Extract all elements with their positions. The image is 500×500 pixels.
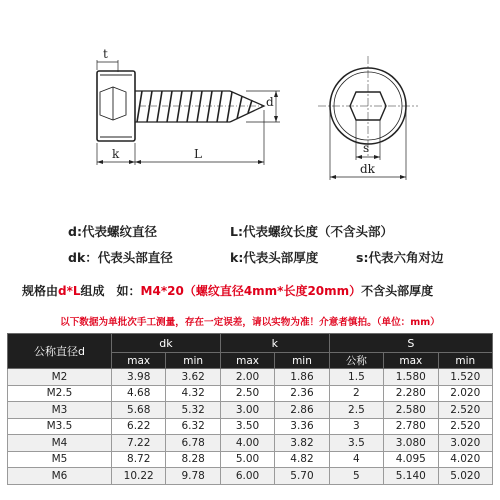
table-cell: 5 — [329, 468, 383, 485]
label-dk: dk — [360, 162, 375, 176]
table-cell: M5 — [8, 451, 112, 468]
legend-L: L:代表螺纹长度（不含头部） — [230, 224, 393, 239]
header-s: S — [329, 334, 492, 353]
table-cell: 2 — [329, 385, 383, 402]
label-d: d — [266, 95, 274, 109]
screw-shank-side-view — [135, 91, 264, 122]
table-cell: M2.5 — [8, 385, 112, 402]
table-cell: 2.580 — [384, 402, 438, 419]
table-cell: 5.68 — [112, 402, 166, 419]
subheader-s-nominal: 公称 — [329, 353, 383, 369]
subheader-s-max: max — [384, 353, 438, 369]
table-cell: 6.32 — [166, 418, 220, 435]
table-cell: 1.520 — [438, 369, 492, 386]
legend-k: k:代表头部厚度 — [230, 250, 319, 265]
table-cell: 1.86 — [275, 369, 329, 386]
table-row — [8, 451, 493, 468]
table-row — [8, 418, 493, 435]
subheader-dk-max: max — [112, 353, 166, 369]
table-cell: 3 — [329, 418, 383, 435]
subheader-k-min: min — [275, 353, 329, 369]
table-cell: 2.780 — [384, 418, 438, 435]
table-cell: 3.50 — [220, 418, 274, 435]
legend-dk: dk：代表头部直径 — [68, 250, 173, 265]
table-cell: 4.68 — [112, 385, 166, 402]
spec-prefix: 规格由 — [22, 284, 59, 298]
subheader-k-max: max — [220, 353, 274, 369]
table-cell: 2.280 — [384, 385, 438, 402]
table-cell: 5.020 — [438, 468, 492, 485]
label-L: L — [194, 147, 202, 161]
dimension-table — [7, 333, 493, 485]
measurement-notice: 以下数据为单批次手工测量，存在一定误差，请以实物为准！介意者慎拍。（单位：mm） — [60, 317, 440, 328]
table-cell: M2 — [8, 369, 112, 386]
header-dk: dk — [112, 334, 221, 353]
table-cell: 8.28 — [166, 451, 220, 468]
table-cell: 2.50 — [220, 385, 274, 402]
table-cell: 3.080 — [384, 435, 438, 452]
label-t: t — [103, 47, 108, 61]
table-row — [8, 385, 493, 402]
table-cell: 3.82 — [275, 435, 329, 452]
label-k: k — [112, 147, 120, 161]
spec-example: M4*20（螺纹直径4mm*长度20mm） — [140, 284, 362, 298]
table-row — [8, 369, 493, 386]
table-cell: 4.095 — [384, 451, 438, 468]
screw-technical-drawing — [0, 0, 500, 200]
table-cell: 4 — [329, 451, 383, 468]
table-cell: 9.78 — [166, 468, 220, 485]
table-cell: M4 — [8, 435, 112, 452]
legend-s: s:代表六角对边 — [356, 250, 444, 265]
table-cell: 2.86 — [275, 402, 329, 419]
table-cell: 6.22 — [112, 418, 166, 435]
subheader-dk-min: min — [166, 353, 220, 369]
table-cell: 1.5 — [329, 369, 383, 386]
table-cell: 4.32 — [166, 385, 220, 402]
table-cell: 2.5 — [329, 402, 383, 419]
table-row — [8, 435, 493, 452]
spec-suffix: 不含头部厚度 — [361, 284, 434, 298]
table-cell: 6.00 — [220, 468, 274, 485]
table-cell: 5.00 — [220, 451, 274, 468]
table-row — [8, 468, 493, 485]
table-cell: 1.580 — [384, 369, 438, 386]
table-cell: 8.72 — [112, 451, 166, 468]
table-header-row — [8, 334, 493, 353]
table-cell: 5.70 — [275, 468, 329, 485]
table-cell: M3 — [8, 402, 112, 419]
table-cell: M6 — [8, 468, 112, 485]
table-cell: 2.020 — [438, 385, 492, 402]
screw-head-side-view — [97, 71, 135, 141]
table-cell: 3.36 — [275, 418, 329, 435]
table-body — [8, 369, 493, 485]
table-cell: 3.00 — [220, 402, 274, 419]
table-cell: 2.520 — [438, 418, 492, 435]
table-cell: 3.020 — [438, 435, 492, 452]
legend-d: d:代表螺纹直径 — [68, 224, 157, 239]
table-cell: 3.98 — [112, 369, 166, 386]
table-cell: 3.5 — [329, 435, 383, 452]
header-k: k — [220, 334, 329, 353]
table-cell: 7.22 — [112, 435, 166, 452]
table-cell: 4.00 — [220, 435, 274, 452]
table-row — [8, 402, 493, 419]
label-s: s — [363, 141, 370, 155]
table-cell: 3.62 — [166, 369, 220, 386]
table-cell: 4.020 — [438, 451, 492, 468]
table-cell: 5.32 — [166, 402, 220, 419]
table-cell: 2.36 — [275, 385, 329, 402]
spec-formula: d*L — [58, 284, 81, 298]
table-cell: M3.5 — [8, 418, 112, 435]
table-cell: 10.22 — [112, 468, 166, 485]
table-cell: 4.82 — [275, 451, 329, 468]
subheader-s-min: min — [438, 353, 492, 369]
header-nominal-diameter: 公称直径d — [8, 334, 112, 369]
table-cell: 5.140 — [384, 468, 438, 485]
table-cell: 2.520 — [438, 402, 492, 419]
table-cell: 2.00 — [220, 369, 274, 386]
spec-middle: 组成 如： — [80, 284, 141, 298]
spec-format-line — [22, 282, 433, 299]
table-cell: 6.78 — [166, 435, 220, 452]
